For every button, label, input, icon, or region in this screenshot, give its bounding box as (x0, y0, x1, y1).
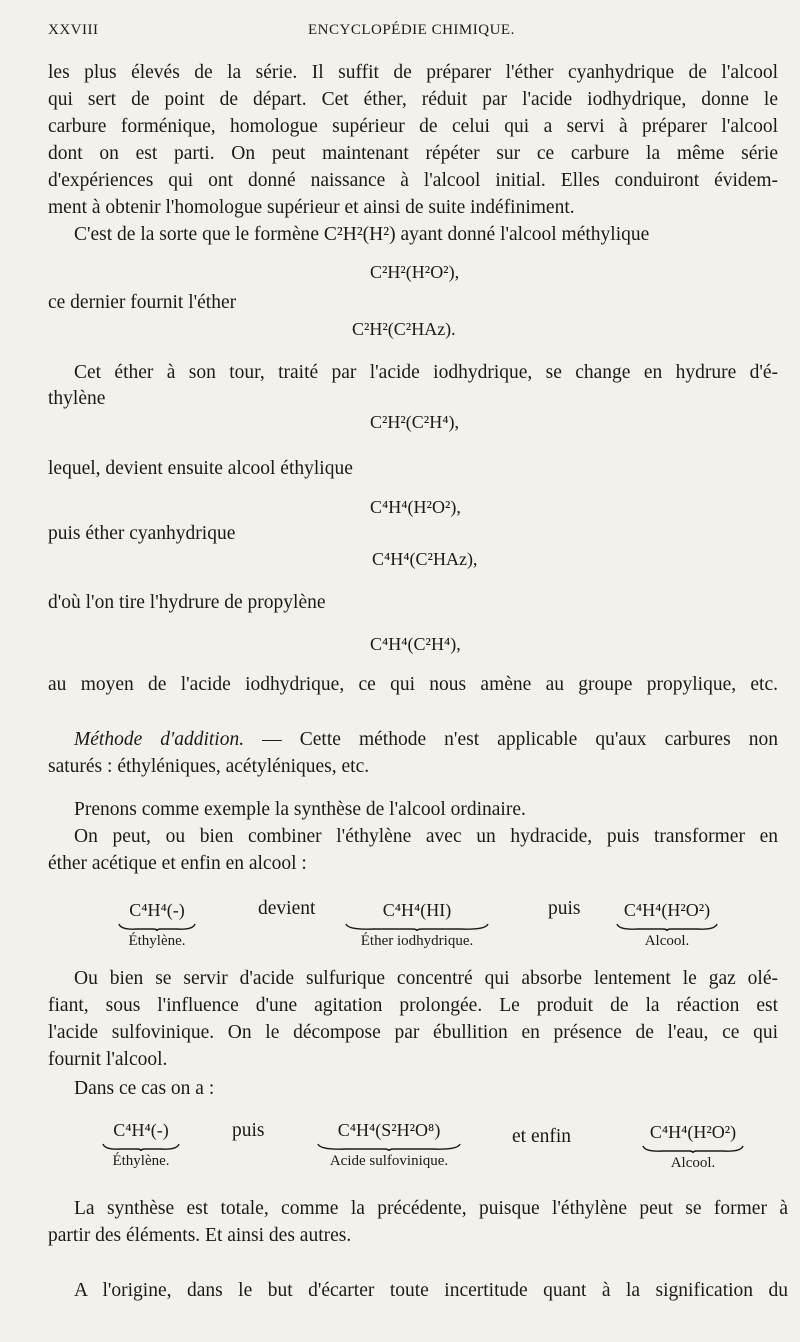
scheme2-sulfovinic-formula: C⁴H⁴(S²H²O⁸) (337, 1120, 441, 1140)
scheme2-ethylene (96, 1118, 186, 1170)
brace-icon (101, 1142, 181, 1152)
scheme1-iodide-caption: Éther iodhydrique. (360, 933, 474, 949)
formula-propyl-hydride: C⁴H⁴(C²H⁴), (370, 634, 461, 654)
para1-line-4: dont on est parti. On peut maintenant répéter sur ce carbure la même série (48, 143, 778, 164)
scheme1-alcohol-formula: C⁴H⁴(H²O²) (623, 900, 711, 920)
para1-line-6: ment à obtenir l'homologue supérieur et ainsi de suite indéfiniment. (48, 197, 575, 218)
formula-ethyl-alcohol: C⁴H⁴(H²O²), (370, 497, 461, 517)
scheme2-ethylene-formula: C⁴H⁴(-) (113, 1120, 169, 1140)
formula-ethyl-cyan-ether: C⁴H⁴(C²HAz), (372, 549, 478, 569)
line-dans-ce-cas: Dans ce cas on a : (74, 1078, 215, 1099)
methode-title: Méthode d'addition. (74, 729, 245, 750)
line-prenons: Prenons comme exemple la synthèse de l'alcool ordinaire. (74, 799, 526, 820)
methode-rest: — Cette méthode n'est applicable qu'aux carbures non (244, 729, 778, 750)
para1-line-1: les plus élevés de la série. Il suffit de préparer l'éther cyanhydrique de l'alcool (48, 62, 778, 83)
scheme1-iodide-formula: C⁴H⁴(HI) (382, 900, 452, 920)
para1-line-3: carbure forménique, homologue supérieur de celui qui a servi à préparer l'alcool (48, 116, 778, 137)
page-header (48, 22, 770, 46)
para-ou-bien-line-4: fournit l'alcool. (48, 1049, 168, 1070)
brace-icon (641, 1144, 745, 1154)
line-puis-ether: puis éther cyanhydrique (48, 523, 236, 544)
scheme1-word-devient: devient (258, 898, 316, 919)
scheme2-sulfovinic (314, 1118, 464, 1170)
para1-line-5: d'expériences qui ont donné naissance à l'alcool initial. Elles conduiront évidem- (48, 170, 778, 191)
line-on-peut-2: éther acétique et enfin en alcool : (48, 853, 307, 874)
brace-icon (615, 922, 719, 932)
para1-line-2: qui sert de point de départ. Cet éther, réduit par l'acide iodhydrique, donne le (48, 89, 778, 110)
formula-methyl-alcohol: C²H²(H²O²), (370, 262, 460, 282)
scheme1-ethylene (112, 898, 202, 950)
scheme2-sulfovinic-caption: Acide sulfovinique. (329, 1153, 449, 1169)
formula-cyan-ether: C²H²(C²HAz). (352, 319, 456, 339)
brace-icon (316, 1142, 462, 1152)
page-folio: XXVIII (48, 22, 99, 38)
line-au-moyen: au moyen de l'acide iodhydrique, ce qui nous amène au groupe propylique, etc. (48, 674, 778, 695)
scheme1-ethylene-caption: Éthylène. (128, 933, 186, 949)
line-cet-ether-1: Cet éther à son tour, traité par l'acide iodhydrique, se change en hydrure d'é- (74, 362, 778, 383)
scheme1-iodide (342, 898, 492, 950)
methode-line-2: saturés : éthyléniques, acétyléniques, etc. (48, 756, 370, 777)
line-on-peut-1: On peut, ou bien combiner l'éthylène avec un hydracide, puis transformer en (74, 826, 778, 847)
para-ou-bien-line-3: l'acide sulfovinique. On le décompose par ébullition en présence de l'eau, ce qui (48, 1022, 778, 1043)
brace-icon (117, 922, 197, 932)
scheme2-alcohol-caption: Alcool. (670, 1155, 716, 1171)
scheme1-alcohol-caption: Alcool. (644, 933, 690, 949)
line-d-ou: d'où l'on tire l'hydrure de propylène (48, 592, 326, 613)
line-a-l-origine: A l'origine, dans le but d'écarter toute incertitude quant à la signification du (74, 1280, 788, 1301)
line-cet-ether-2: thylène (48, 388, 106, 409)
scheme2-alcohol (638, 1120, 748, 1172)
formula-ethyl-hydride: C²H²(C²H⁴), (370, 412, 459, 432)
methode-heading-line (74, 727, 778, 753)
scheme2-ethylene-caption: Éthylène. (112, 1153, 170, 1169)
scheme2-word-puis: puis (232, 1120, 265, 1141)
line-ce-dernier: ce dernier fournit l'éther (48, 292, 237, 313)
line-lequel: lequel, devient ensuite alcool éthylique (48, 458, 353, 479)
scheme1-alcohol (612, 898, 722, 950)
running-title: ENCYCLOPÉDIE CHIMIQUE. (308, 22, 515, 38)
scheme1-ethylene-formula: C⁴H⁴(-) (129, 900, 185, 920)
para-la-synthese-line-1: La synthèse est totale, comme la précédente, puisque l'éthylène peut se former à (74, 1198, 788, 1219)
para-la-synthese-line-2: partir des éléments. Et ainsi des autres. (48, 1225, 352, 1246)
scheme2-word-et-enfin: et enfin (512, 1126, 572, 1147)
brace-icon (344, 922, 490, 932)
scheme1-word-puis: puis (548, 898, 581, 919)
line-c-est: C'est de la sorte que le formène C²H²(H²) ayant donné l'alcool méthylique (74, 224, 650, 245)
para-ou-bien-line-1: Ou bien se servir d'acide sulfurique concentré qui absorbe lentement le gaz olé- (74, 968, 778, 989)
scheme2-alcohol-formula: C⁴H⁴(H²O²) (649, 1122, 737, 1142)
para-ou-bien-line-2: fiant, sous l'influence d'une agitation prolongée. Le produit de la réaction est (48, 995, 778, 1016)
